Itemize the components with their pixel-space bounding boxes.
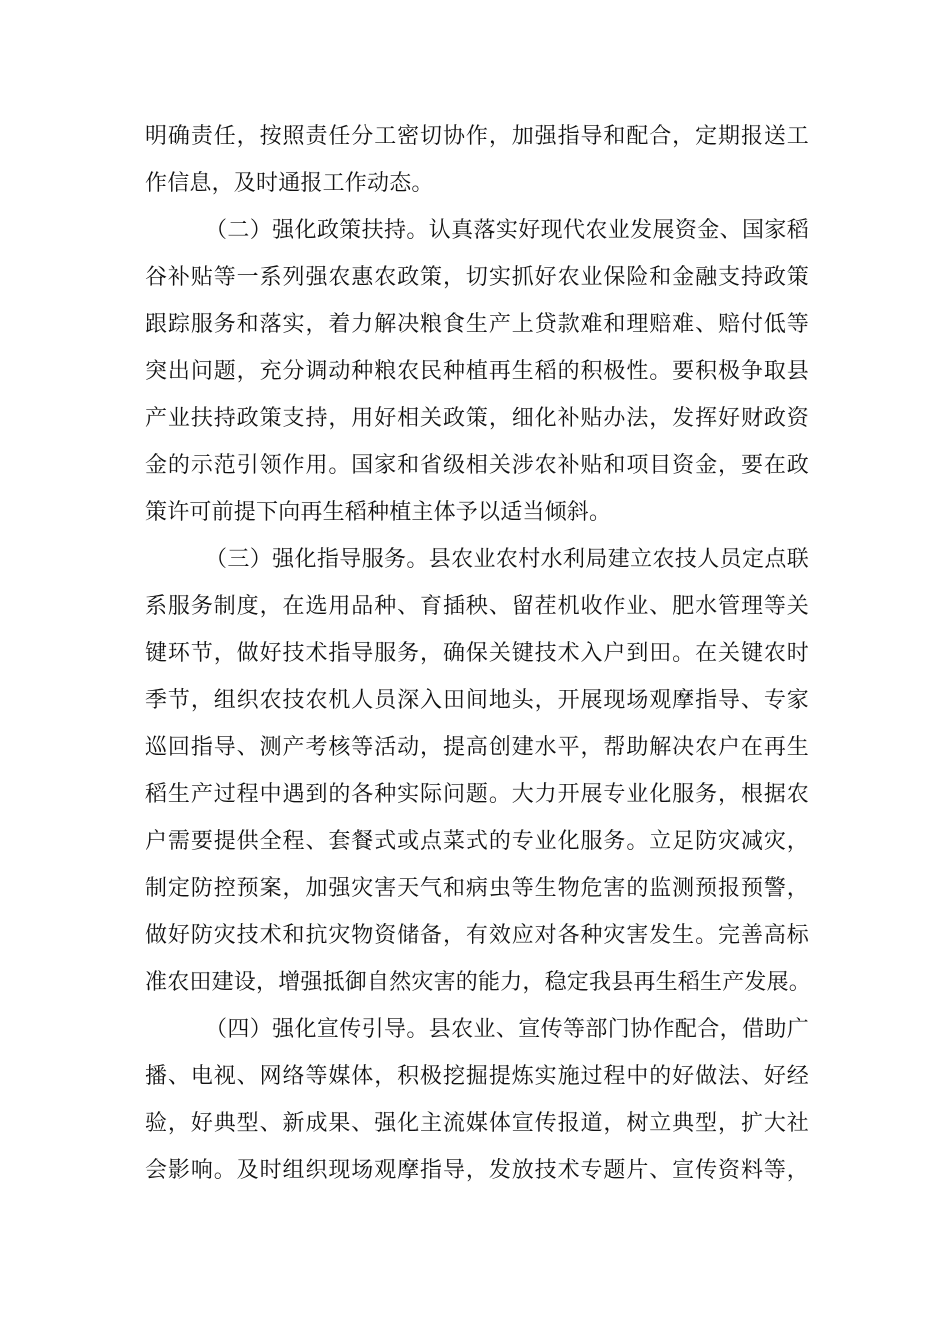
text-line: 准农田建设，增强抵御自然灾害的能力，稳定我县再生稻生产发展。: [145, 970, 812, 995]
text-line: （二）强化政策扶持。认真落实好现代农业发展资金、国家稻: [205, 218, 809, 243]
text-line: 制定防控预案，加强灾害天气和病虫等生物危害的监测预报预警，: [145, 876, 809, 901]
text-line: （三）强化指导服务。县农业农村水利局建立农技人员定点联: [205, 547, 809, 572]
text-line: 播、电视、网络等媒体，积极挖掘提炼实施过程中的好做法、好经: [145, 1064, 809, 1089]
text-line: 会影响。及时组织现场观摩指导，发放技术专题片、宣传资料等，: [145, 1158, 809, 1183]
text-line: （四）强化宣传引导。县农业、宣传等部门协作配合，借助广: [205, 1017, 809, 1042]
text-line: 作信息，及时通报工作动态。: [145, 171, 434, 196]
text-line: 系服务制度，在选用品种、育插秧、留茬机收作业、肥水管理等关: [145, 594, 809, 619]
text-line: 产业扶持政策支持，用好相关政策，细化补贴办法，发挥好财政资: [145, 406, 809, 431]
text-line: 明确责任，按照责任分工密切协作，加强指导和配合，定期报送工: [145, 124, 809, 149]
text-line: 跟踪服务和落实，着力解决粮食生产上贷款难和理赔难、赔付低等: [145, 312, 809, 337]
text-line: 谷补贴等一系列强农惠农政策，切实抓好农业保险和金融支持政策: [145, 265, 809, 290]
text-line: 做好防灾技术和抗灾物资储备，有效应对各种灾害发生。完善高标: [145, 923, 809, 948]
text-line: 突出问题，充分调动种粮农民种植再生稻的积极性。要积极争取县: [145, 359, 809, 384]
document-body: [145, 113, 812, 1194]
text-line: 策许可前提下向再生稻种植主体予以适当倾斜。: [145, 500, 612, 525]
text-line: 季节，组织农技农机人员深入田间地头，开展现场观摩指导、专家: [145, 688, 809, 713]
text-line: 户需要提供全程、套餐式或点菜式的专业化服务。立足防灾减灾，: [145, 829, 809, 854]
text-line: 巡回指导、测产考核等活动，提高创建水平，帮助解决农户在再生: [145, 735, 809, 760]
text-line: 键环节，做好技术指导服务，确保关键技术入户到田。在关键农时: [145, 641, 809, 666]
text-line: 金的示范引领作用。国家和省级相关涉农补贴和项目资金，要在政: [145, 453, 809, 478]
text-line: 验，好典型、新成果、强化主流媒体宣传报道，树立典型，扩大社: [145, 1111, 809, 1136]
text-line: 稻生产过程中遇到的各种实际问题。大力开展专业化服务，根据农: [145, 782, 809, 807]
